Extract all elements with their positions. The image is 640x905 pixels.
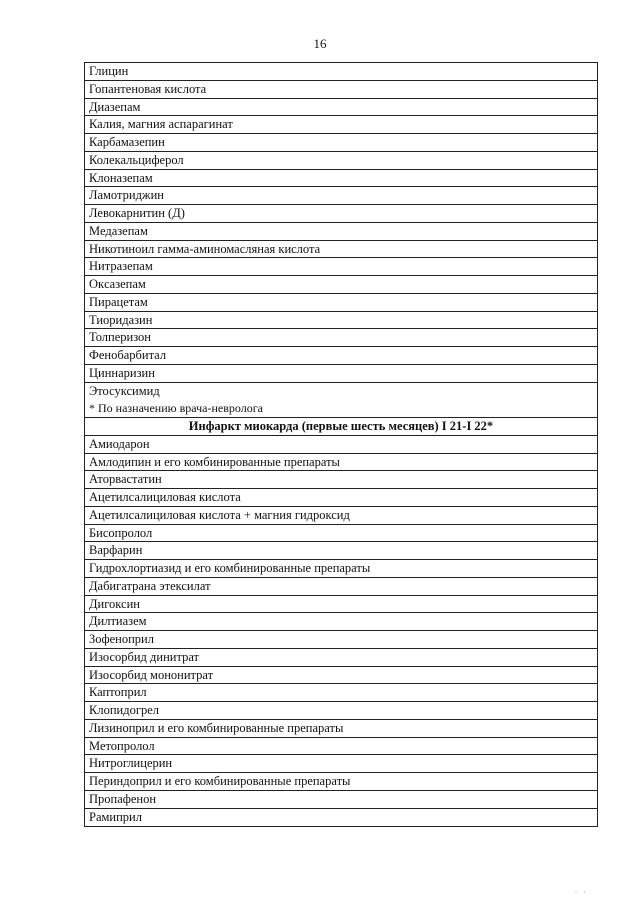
drug-row: Клопидогрел xyxy=(85,702,597,720)
drug-row: Метопролол xyxy=(85,738,597,756)
drug-row: Диазепам xyxy=(85,99,597,117)
drug-row: Карбамазепин xyxy=(85,134,597,152)
drug-row: Глицин xyxy=(85,63,597,81)
drug-row: Тиоридазин xyxy=(85,312,597,330)
drug-row: Нитроглицерин xyxy=(85,755,597,773)
drug-row: Каптоприл xyxy=(85,684,597,702)
drug-row: Нитразепам xyxy=(85,258,597,276)
drug-row: Ацетилсалициловая кислота + магния гидроксид xyxy=(85,507,597,525)
drug-row: Левокарнитин (Д) xyxy=(85,205,597,223)
drug-row: Циннаризин xyxy=(85,365,597,383)
drug-row: Ацетилсалициловая кислота xyxy=(85,489,597,507)
drug-row: Калия, магния аспарагинат xyxy=(85,116,597,134)
drug-row: Гидрохлортиазид и его комбинированные препараты xyxy=(85,560,597,578)
drug-row: Этосуксимид xyxy=(89,383,160,398)
drug-row: Амлодипин и его комбинированные препараты xyxy=(85,454,597,472)
drug-row: Зофеноприл xyxy=(85,631,597,649)
drug-row: Аторвастатин xyxy=(85,471,597,489)
drug-row: Лизиноприл и его комбинированные препараты xyxy=(85,720,597,738)
drug-row: Рамиприл xyxy=(89,809,142,824)
drug-row: Изосорбид динитрат xyxy=(85,649,597,667)
drug-row: Дигоксин xyxy=(85,596,597,614)
drug-row: Варфарин xyxy=(85,542,597,560)
drug-table xyxy=(84,62,598,827)
drug-row: Фенобарбитал xyxy=(85,347,597,365)
page-number: 16 xyxy=(313,36,327,51)
drug-row: Пропафенон xyxy=(85,791,597,809)
drug-row: Бисопролол xyxy=(85,525,597,543)
corner-mark: · · xyxy=(574,888,588,897)
drug-row: Медазепам xyxy=(85,223,597,241)
drug-row: Дабигатрана этексилат xyxy=(85,578,597,596)
drug-row: Амиодарон xyxy=(85,436,597,454)
drug-row: Периндоприл и его комбинированные препараты xyxy=(85,773,597,791)
drug-row: Колекальциферол xyxy=(85,152,597,170)
drug-row: Толперизон xyxy=(85,329,597,347)
drug-row: Клоназепам xyxy=(85,170,597,188)
drug-row: Пирацетам xyxy=(85,294,597,312)
drug-row: Никотиноил гамма-аминомасляная кислота xyxy=(85,241,597,259)
drug-row: Окcазепам xyxy=(85,276,597,294)
drug-row: Гопантеновая кислота xyxy=(85,81,597,99)
section-note: * По назначению врача-невролога xyxy=(85,400,597,418)
drug-row: Дилтиазем xyxy=(85,613,597,631)
section-neurology xyxy=(85,63,597,400)
section-header-myocardial-infarction: Инфаркт миокарда (первые шесть месяцев) I 21-I 22* xyxy=(85,418,597,436)
section-myocardial-infarction xyxy=(85,436,597,827)
drug-row: Изосорбид мононитрат xyxy=(85,667,597,685)
drug-row: Ламотриджин xyxy=(85,187,597,205)
